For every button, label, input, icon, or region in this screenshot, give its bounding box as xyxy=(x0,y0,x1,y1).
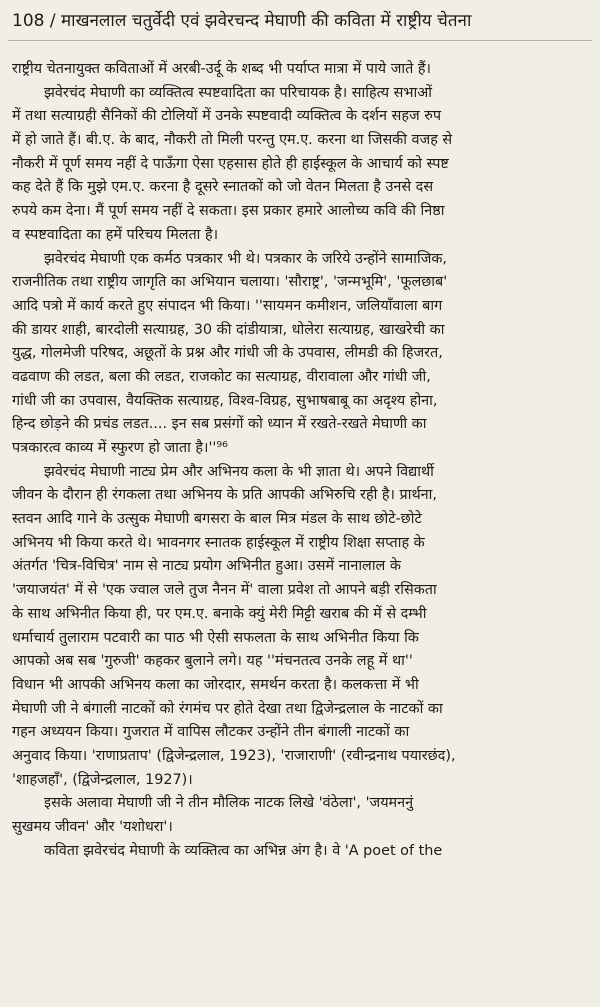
text-line: स्तवन आदि गाने के उत्सुक मेघाणी बगसरा के बाल मित्र मंडल के साथ छोटे-छोटे xyxy=(12,511,422,528)
text-line: अंतर्गत 'चित्र-विचित्र' नाम से नाट्य प्रयोग अभिनीत हुआ। उसमें नानालाल के xyxy=(12,558,401,575)
text-line: 'शाहजहाँ', (द्विजेन्द्रलाल, 1927)। xyxy=(12,771,193,788)
text-line: हिन्द छोड़ने की प्रचंड लडत.... इन सब प्रसंगों को ध्यान में रखते-रखते मेघाणी का xyxy=(12,416,427,433)
text-line: झवेरचंद मेघाणी का व्यक्तित्व स्पष्टवादिता का परिचायक है। साहित्य सभाओं xyxy=(12,84,432,101)
text-line: की डायर शाही, बारदोली सत्याग्रह, 30 की दांडीयात्रा, धोलेरा सत्याग्रह, खाखरेची का xyxy=(12,321,445,338)
text-line: अभिनय भी किया करते थे। भावनगर स्नातक हाईस्कूल में राष्ट्रीय शिक्षा सप्ताह के xyxy=(12,534,425,551)
body-text xyxy=(12,58,592,863)
text-line: झवेरचंद मेघाणी नाट्य प्रेम और अभिनय कला के भी ज्ञाता थे। अपने विद्यार्थी xyxy=(12,463,434,480)
text-line: कविता झवेरचंद मेघाणी के व्यक्तित्व का अभिन्न अंग है। वे 'A poet of the xyxy=(12,842,443,859)
text-line: 'जयाजयंत' में से 'एक ज्वाल जले तुज नैनन में' वाला प्रवेश तो आपने बड़ी रसिकता xyxy=(12,582,437,599)
text-line: धर्माचार्य तुलाराम पटवारी का पाठ भी ऐसी सफलता के साथ अभिनीत किया कि xyxy=(12,629,419,646)
text-line: में हो जाते हैं। बी.ए. के बाद, नौकरी तो मिली परन्तु एम.ए. करना था जिसकी वजह से xyxy=(12,132,453,149)
text-line: के साथ अभिनीत किया ही, पर एम.ए. बनाके क्युं मेरी मिट्टी खराब की में से दम्भी xyxy=(12,605,427,622)
text-line: मेघाणी जी ने बंगाली नाटकों को रंगमंच पर होते देखा तथा द्विजेन्द्रलाल के नाटकों का xyxy=(12,700,443,717)
text-line: रुपये कम देना। मैं पूर्ण समय नहीं दे सकता। इस प्रकार हमारे आलोच्य कवि की निष्ठा xyxy=(12,203,445,220)
text-line: गहन अध्ययन किया। गुजरात में वापिस लौटकर उन्होंने तीन बंगाली नाटकों का xyxy=(12,724,410,741)
text-line: युद्ध, गोलमेजी परिषद, अछूतों के प्रश्न और गांधी जी के उपवास, लीमडी की हिजरत, xyxy=(12,345,443,362)
running-header xyxy=(12,10,592,32)
text-line: पत्रकारत्व काव्य में स्फुरण हो जाता है।''⁹⁶ xyxy=(12,440,228,456)
text-line: नौकरी में पूर्ण समय नहीं दे पाऊँगा ऐसा एहसास होते ही हाईस्कूल के आचार्य को स्पष्ट xyxy=(12,155,449,172)
text-line: झवेरचंद मेघाणी एक कर्मठ पत्रकार भी थे। पत्रकार के जरिये उन्होंने सामाजिक, xyxy=(12,250,447,267)
header-title: माखनलाल चतुर्वेदी एवं झवेरचन्द मेघाणी की कविता में राष्ट्रीय चेतना xyxy=(61,11,472,31)
text-line: वढवाण की लडत, बला की लडत, राजकोट का सत्याग्रह, वीरावाला और गांधी जी, xyxy=(12,368,431,385)
text-line: सुखमय जीवन' और 'यशोधरा'। xyxy=(12,819,173,835)
header-separator: / xyxy=(44,11,61,31)
text-line: राष्ट्रीय चेतनायुक्त कविताओं में अरबी-उर्दू के शब्द भी पर्याप्त मात्रा में पाये जाते हैं। xyxy=(12,61,432,77)
text-line: गांधी जी का उपवास, वैयक्तिक सत्याग्रह, विश्व-विग्रह, सुभाषबाबू का अदृश्य होना, xyxy=(12,392,438,409)
text-line: आदि पत्रो में कार्य करते हुए संपादन भी किया। ''सायमन कमीशन, जलियाँवाला बाग xyxy=(12,297,443,314)
text-line: जीवन के दौरान ही रंगकला तथा अभिनय के प्रति आपकी अभिरुचि रही है। प्रार्थना, xyxy=(12,487,437,504)
text-line: आपको अब सब 'गुरुजी' कहकर बुलाने लगे। यह ''मंचनतत्व उनके लहू में था'' xyxy=(12,653,413,670)
page-number: 108 xyxy=(12,11,45,31)
text-line: विधान भी आपकी अभिनय कला का जोरदार, समर्थन करता है। कलकत्ता में भी xyxy=(12,676,419,693)
text-line: व स्पष्टवादिता का हमें परिचय मिलता है। xyxy=(12,226,219,243)
text-line: राजनीतिक तथा राष्ट्रीय जागृति का अभियान चलाया। 'सौराष्ट्र', 'जन्मभूमि', 'फूलछाब' xyxy=(12,274,448,291)
text-line: में तथा सत्याग्रही सैनिकों की टोलियों में उनके स्पष्टवादी व्यक्तित्व के दर्शन सहज रुप xyxy=(12,108,442,125)
text-line: इसके अलावा मेघाणी जी ने तीन मौलिक नाटक लिखे 'वंठेला', 'जयमननुं xyxy=(12,795,414,812)
text-line: कह देते हैं कि मुझे एम.ए. करना है दूसरे स्नातकों को जो वेतन मिलता है उनसे दस xyxy=(12,179,434,196)
text-line: अनुवाद किया। 'राणाप्रताप' (द्विजेन्द्रलाल, 1923), 'राजाराणी' (रवीन्द्रनाथ पयारछंद), xyxy=(12,747,456,764)
header-divider xyxy=(8,40,592,41)
